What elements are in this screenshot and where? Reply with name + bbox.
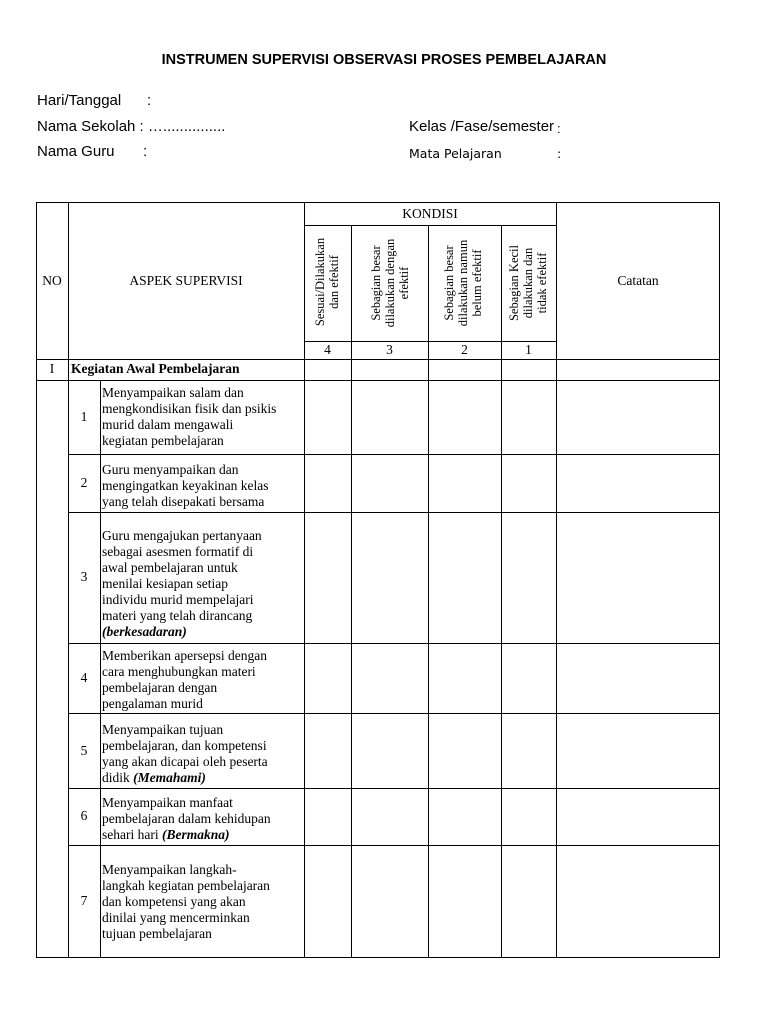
kondisi-header: KONDISI [402,206,458,221]
row-aspek-6: Menyampaikan manfaat pembelajaran dalam kehidupan sehari hari (Bermakna) [102,795,271,842]
kondisi-label-1: Sebagian Kecil dilakukan dan tidak efektif [507,245,549,322]
kelas-fase-label: Kelas /Fase/semester [409,118,555,135]
row-aspek-4: Memberikan apersepsi dengan cara menghubungkan materi pembelajaran dengan pengalaman murid [102,648,267,711]
kondisi-label-4: Sesuai/Dilakukan dan efektif [313,237,341,327]
col-divider-k2 [501,225,502,958]
section-no: I [49,361,55,376]
hari-tanggal-colon: : [147,92,152,109]
score-1: 1 [525,342,532,357]
row-divider-header [36,359,720,360]
kondisi-label-3: Sebagian besar dilakukan dengan efektif [369,238,411,328]
row-divider-2 [68,512,720,513]
mata-pelajaran-label: Mata Pelajaran [409,146,502,161]
row-divider-4 [68,713,720,714]
row-divider-6 [68,845,720,846]
document-title: INSTRUMEN SUPERVISI OBSERVASI PROSES PEMBELAJARAN [161,52,607,68]
section-label: Kegiatan Awal Pembelajaran [71,361,240,376]
row-divider-section [36,380,720,381]
row-no-5: 5 [80,743,88,758]
row-aspek-2: Guru menyampaikan dan mengingatkan keyakinan kelas yang telah disepakati bersama [102,462,269,509]
row-aspek-1: Menyampaikan salam dan mengkondisikan fisik dan psikis murid dalam mengawali kegiatan pembelajaran [102,385,277,448]
row-no-1: 1 [80,409,88,424]
row-divider-5 [68,788,720,789]
row-aspek-3: Guru mengajukan pertanyaan sebagai asesmen formatif di awal pembelajaran untuk menilai kesiapan setiap individu murid mempelajari materi yang telah dirancang (berkesadaran) [102,528,262,639]
row-no-2: 2 [80,475,88,490]
row-divider-1 [68,454,720,455]
row-divider-kondisi [304,225,556,226]
aspek-header: ASPEK SUPERVISI [129,273,243,288]
hari-tanggal-label: Hari/Tanggal [37,92,122,109]
mata-pelajaran-colon: : [557,146,562,161]
nama-sekolah-label: Nama Sekolah : …............... [37,118,226,135]
row-aspek-5: Menyampaikan tujuan pembelajaran, dan kompetensi yang akan dicapai oleh peserta didik (Memahami) [102,722,268,785]
col-divider-k4 [351,225,352,958]
catatan-header: Catatan [617,273,659,288]
nama-guru-label: Nama Guru [37,143,115,160]
row-divider-3 [68,643,720,644]
row-no-6: 6 [80,808,88,823]
col-divider-subno [100,380,101,958]
row-no-7: 7 [80,893,88,908]
score-3: 3 [386,342,393,357]
score-2: 2 [461,342,468,357]
score-4: 4 [324,342,331,357]
kondisi-label-2: Sebagian besar dilakukan namun belum efektif [442,239,484,327]
nama-guru-colon: : [143,143,148,160]
row-no-3: 3 [80,569,88,584]
col-divider-k3 [428,225,429,958]
kelas-fase-colon: : [557,121,561,136]
no-header: NO [42,273,62,288]
row-aspek-7: Menyampaikan langkah- langkah kegiatan pembelajaran dan kompetensi yang akan dinilai yang mencerminkan tujuan pembelajaran [102,862,270,941]
row-no-4: 4 [80,670,88,685]
